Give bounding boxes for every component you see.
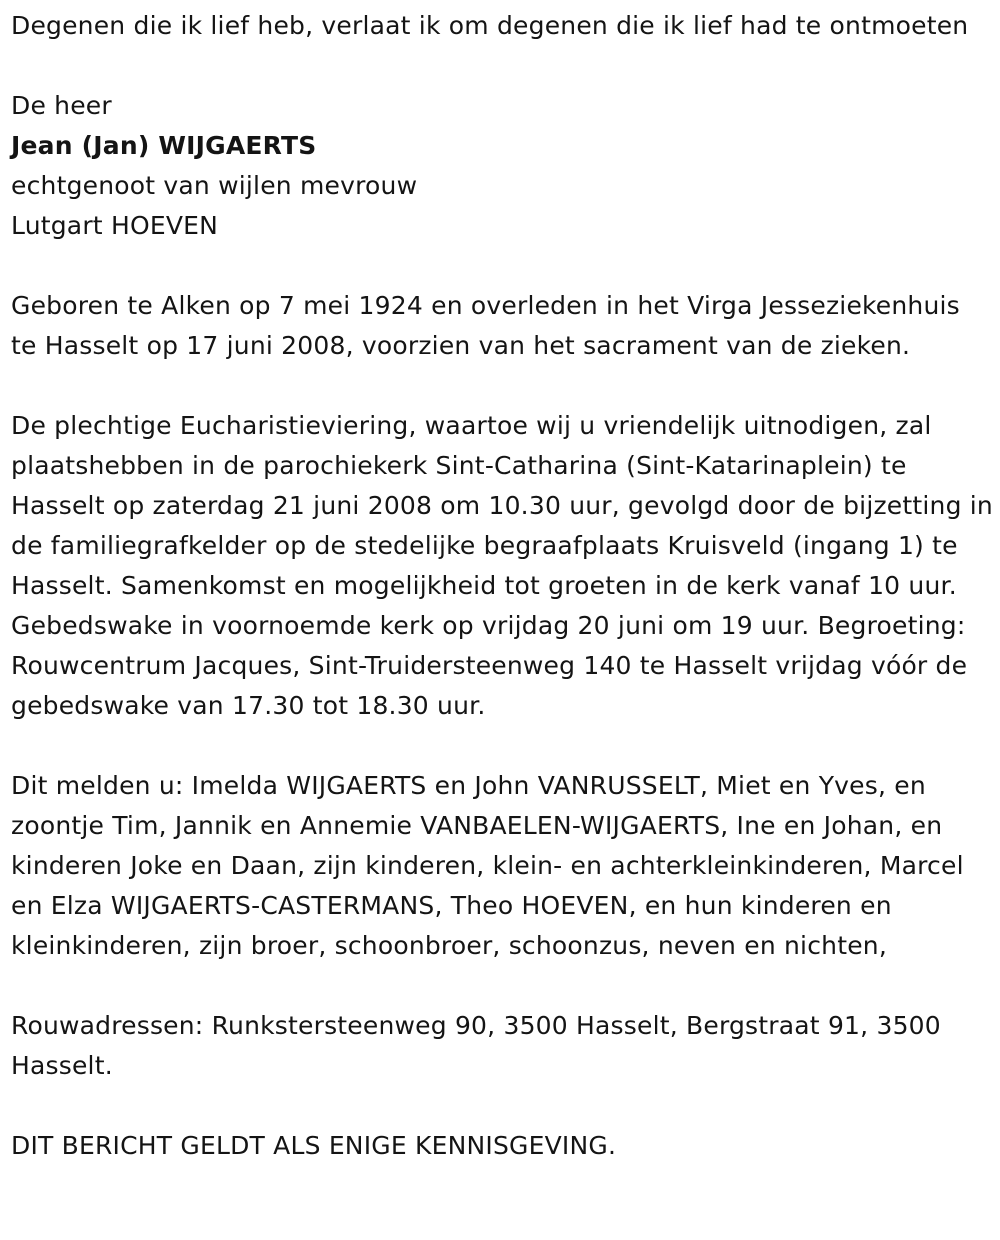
notice-line: DIT BERICHT GELDT ALS ENIGE KENNISGEVING. xyxy=(11,1131,617,1160)
spacer xyxy=(11,726,993,766)
deceased-name: Jean (Jan) WIJGAERTS xyxy=(11,131,317,160)
family-paragraph: Dit melden u: Imelda WIJGAERTS en John VANRUSSELT, Miet en Yves, en zoontje Tim, Jannik en Annemie VANBAELEN-WIJGAERTS, Ine en Johan, en kinderen Joke en Daan, zijn kinderen, klein- en achterkleinkinderen, Marcel en Elza WIJGAERTS-CASTERMANS, Theo HOEVEN, en hun kinderen en kleinkinderen, zijn broer, schoonbroer, schoonzus, neven en nichten, xyxy=(11,771,964,960)
spacer xyxy=(11,246,993,286)
ceremony-paragraph: De plechtige Eucharistieviering, waartoe wij u vriendelijk uitnodigen, zal plaatshebben in de parochiekerk Sint-Catharina (Sint-Katarinaplein) te Hasselt op zaterdag 21 juni 2008 om 10.30 uur, gevolgd door de bijzetting in de familiegrafkelder op de stedelijke begraafplaats Kruisveld (ingang 1) te Hasselt. Samenkomst en mogelijkheid tot groeten in de kerk vanaf 10 uur. Gebedswake in voornoemde kerk op vrijdag 20 juni om 19 uur. Begroeting: Rouwcentrum Jacques, Sint-Truidersteenweg 140 te Hasselt vrijdag vóór de gebedswake van 17.30 tot 18.30 uur. xyxy=(11,411,993,720)
spacer xyxy=(11,366,993,406)
motto: Degenen die ik lief heb, verlaat ik om degenen die ik lief had te ontmoeten xyxy=(11,11,969,40)
spacer xyxy=(11,46,993,86)
salutation: De heer xyxy=(11,91,112,120)
addresses-paragraph: Rouwadressen: Runkstersteenweg 90, 3500 Hasselt, Bergstraat 91, 3500 Hasselt. xyxy=(11,1011,941,1080)
obituary-document xyxy=(11,6,993,1166)
spacer xyxy=(11,1086,993,1126)
birth-death-paragraph: Geboren te Alken op 7 mei 1924 en overleden in het Virga Jesseziekenhuis te Hasselt op 17 juni 2008, voorzien van het sacrament van de zieken. xyxy=(11,291,960,360)
spouse-name: Lutgart HOEVEN xyxy=(11,211,219,240)
spouse-line: echtgenoot van wijlen mevrouw xyxy=(11,171,418,200)
spacer xyxy=(11,966,993,1006)
